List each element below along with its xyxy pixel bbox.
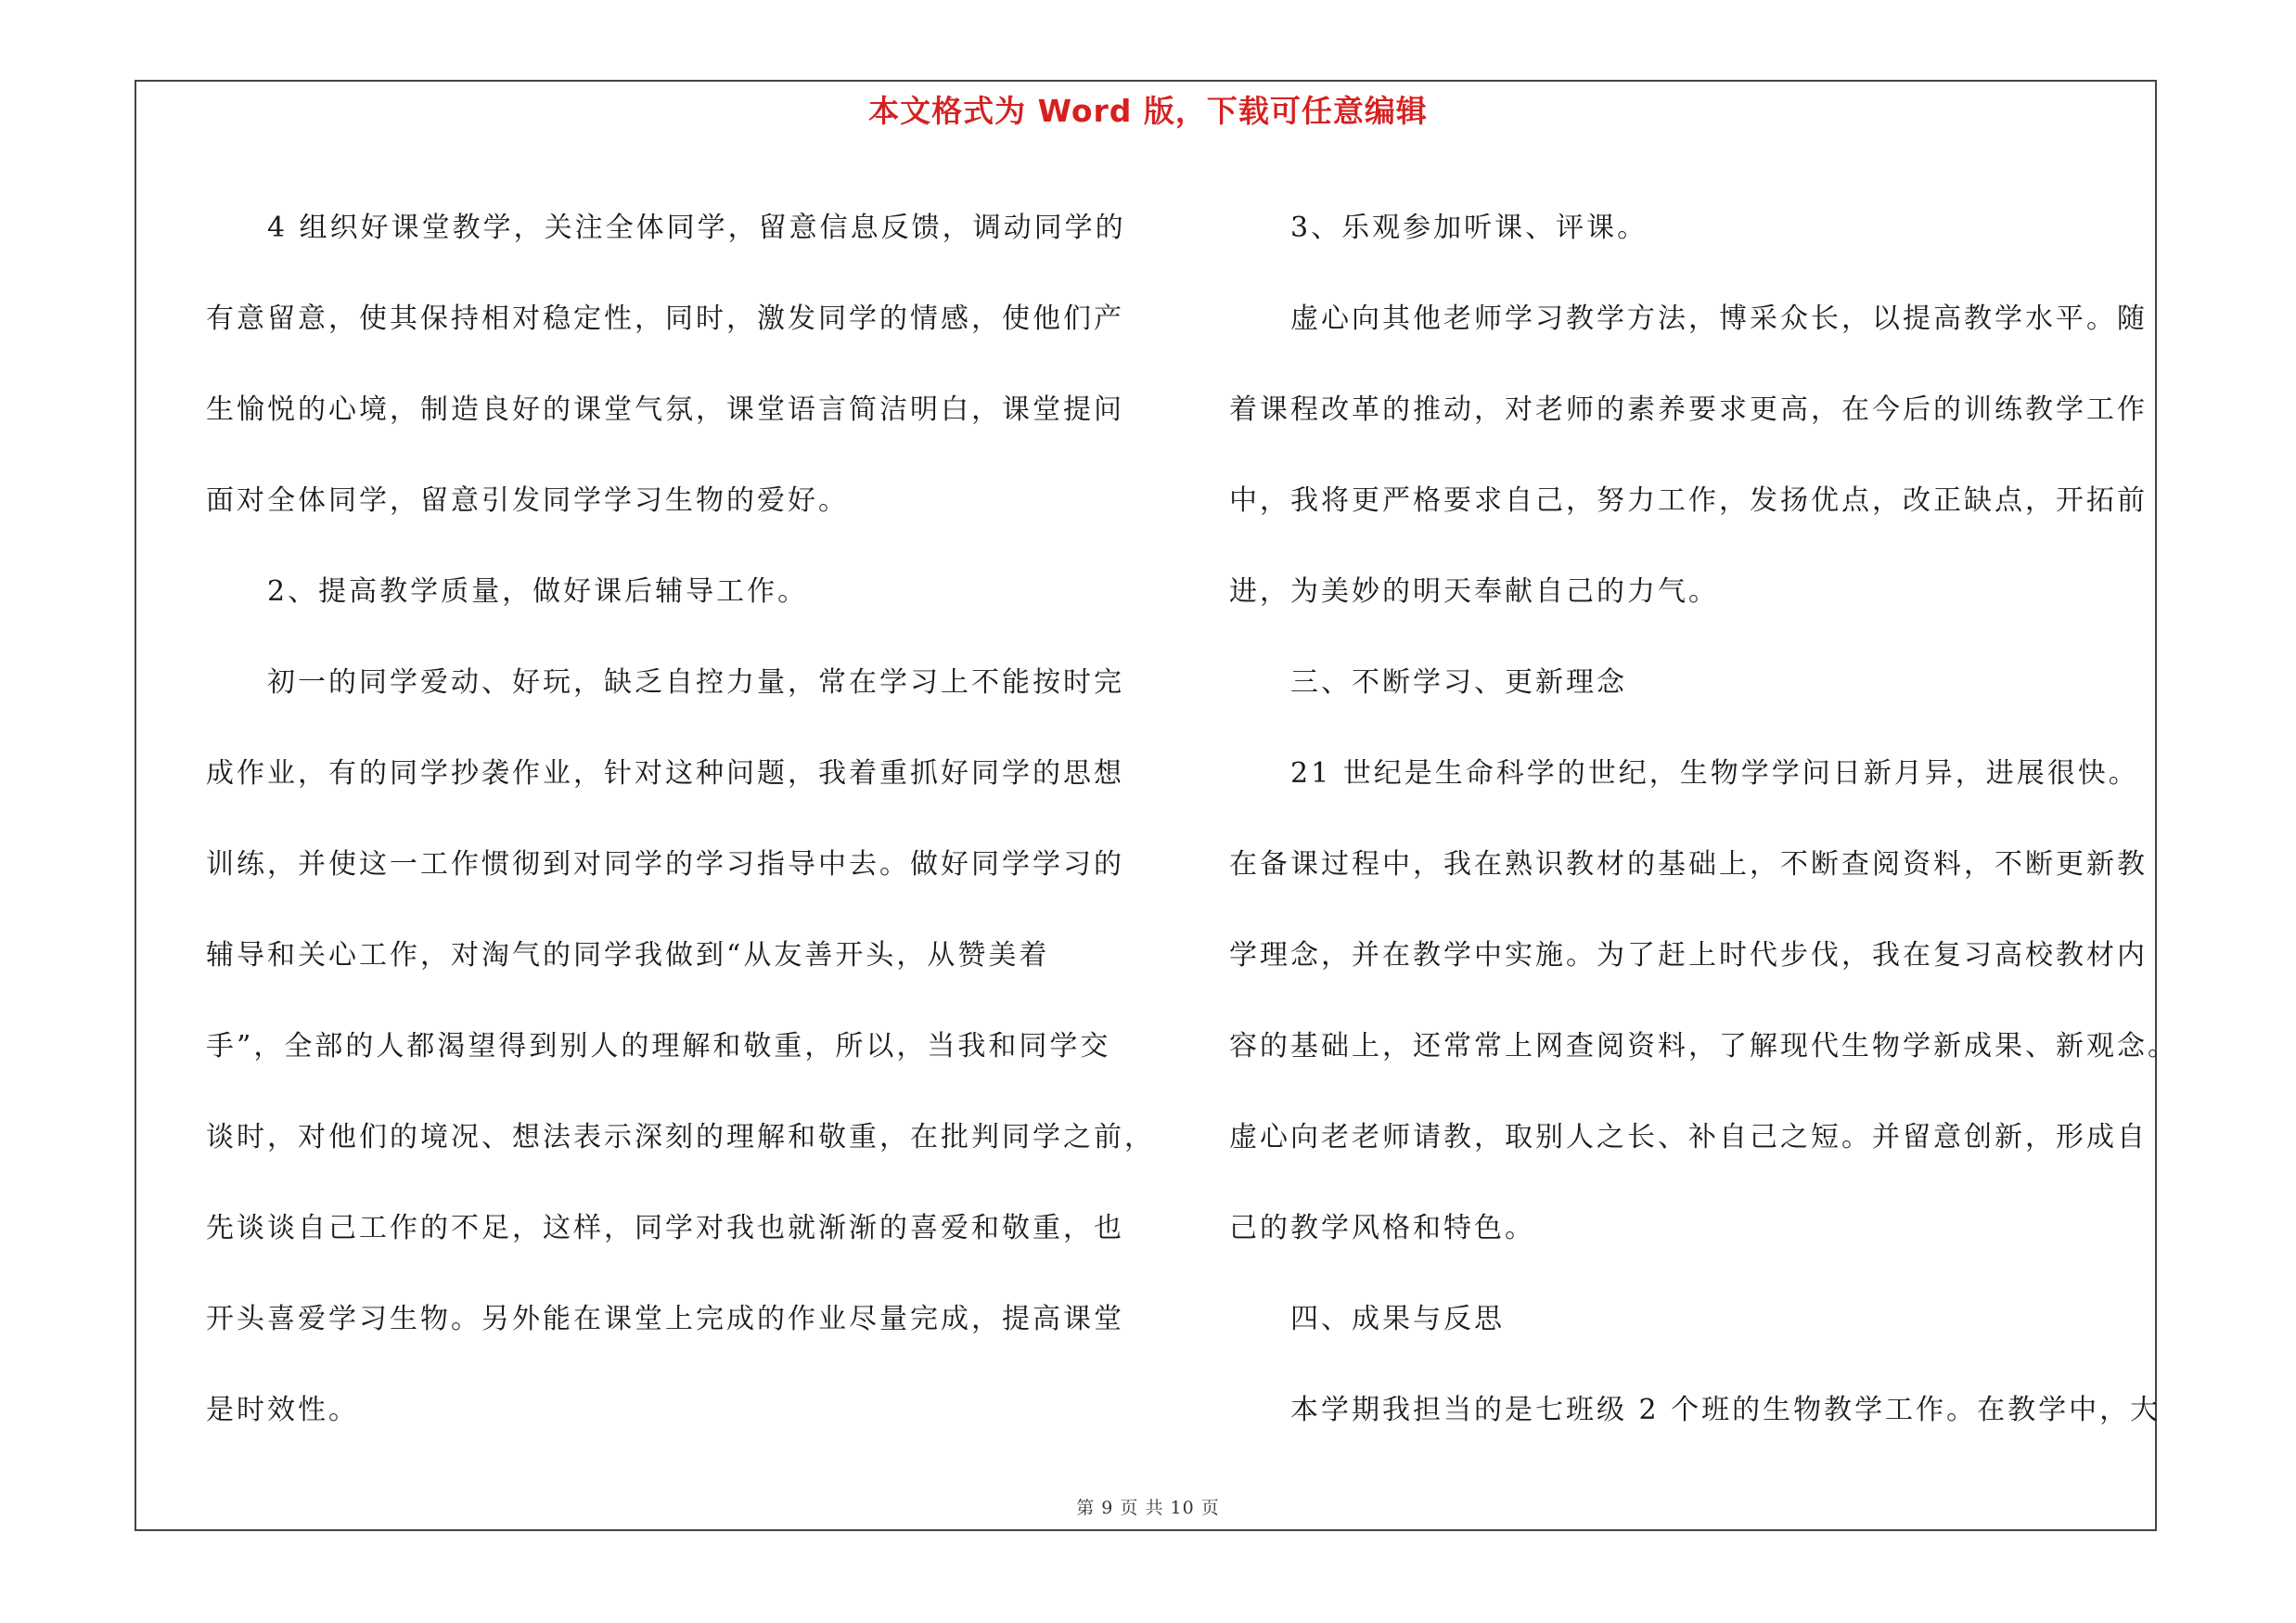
text-line: 训练，并使这一工作惯彻到对同学的学习指导中去。做好同学学习的 (206, 848, 1124, 881)
paragraph (206, 183, 1124, 547)
text-line: 虚心向其他老师学习教学方法，博采众长，以提高教学水平。随 (1229, 303, 2148, 335)
text-line: 容的基础上，还常常上网查阅资料，了解现代生物学新成果、新观念。 (1229, 1030, 2178, 1063)
left-column (206, 183, 1155, 1456)
text-line: 进，为美妙的明天奉献自己的力气。 (1229, 575, 1719, 608)
paragraph (206, 638, 1155, 1456)
text-line: 三、不断学习、更新理念 (1229, 666, 1627, 699)
text-line: 辅导和关心工作，对淘气的同学我做到“从友善开头，从赞美着 (206, 939, 1050, 972)
text-line: 在备课过程中，我在熟识教材的基础上，不断查阅资料，不断更新教 (1229, 848, 2148, 881)
text-line: 己的教学风格和特色。 (1229, 1212, 1535, 1244)
paragraph (1229, 274, 2149, 638)
text-line: 2、提高教学质量，做好课后辅导工作。 (206, 575, 809, 608)
text-line: 初一的同学爱动、好玩，缺乏自控力量，常在学习上不能按时完 (206, 666, 1124, 699)
text-line: 开头喜爱学习生物。另外能在课堂上完成的作业尽量完成，提高课堂 (206, 1303, 1124, 1335)
text-line: 4 组织好课堂教学，关注全体同学，留意信息反馈，调动同学的 (206, 212, 1126, 244)
right-column (1229, 183, 2178, 1456)
page-number: 第 9 页 共 10 页 (1076, 1498, 1220, 1518)
text-line: 着课程改革的推动，对老师的素养要求更高，在今后的训练教学工作 (1229, 393, 2148, 426)
paragraph (206, 547, 1124, 638)
paragraph (1229, 1274, 2149, 1365)
paragraph (1229, 728, 2178, 1274)
text-line: 3、乐观参加听课、评课。 (1229, 212, 1648, 244)
text-line: 21 世纪是生命科学的世纪，生物学学问日新月异，进展很快。 (1229, 757, 2139, 790)
text-line: 成作业，有的同学抄袭作业，针对这种问题，我着重抓好同学的思想 (206, 757, 1124, 790)
paragraph (1229, 638, 2149, 728)
text-line: 是时效性。 (206, 1394, 359, 1426)
paragraph (1229, 1365, 2161, 1456)
text-line: 面对全体同学，留意引发同学学习生物的爱好。 (206, 484, 849, 517)
text-line: 中，我将更严格要求自己，努力工作，发扬优点，改正缺点，开拓前 (1229, 484, 2148, 517)
format-banner: 本文格式为 Word 版，下载可任意编辑 (868, 93, 1428, 129)
text-line: 先谈谈自己工作的不足，这样，同学对我也就渐渐的喜爱和敬重，也 (206, 1212, 1124, 1244)
text-line: 生愉悦的心境，制造良好的课堂气氛，课堂语言简洁明白，课堂提问 (206, 393, 1124, 426)
text-line: 谈时，对他们的境况、想法表示深刻的理解和敬重，在批判同学之前， (206, 1121, 1155, 1153)
text-line: 手”，全部的人都渴望得到别人的理解和敬重，所以，当我和同学交 (206, 1030, 1111, 1063)
paragraph (1229, 183, 2149, 274)
text-line: 有意留意，使其保持相对稳定性，同时，激发同学的情感，使他们产 (206, 303, 1124, 335)
text-line: 虚心向老老师请教，取别人之长、补自己之短。并留意创新，形成自 (1229, 1121, 2148, 1153)
text-line: 四、成果与反思 (1229, 1303, 1505, 1335)
text-line: 学理念，并在教学中实施。为了赶上时代步伐，我在复习高校教材内 (1229, 939, 2148, 972)
text-line: 本学期我担当的是七班级 2 个班的生物教学工作。在教学中，大 (1229, 1394, 2161, 1426)
